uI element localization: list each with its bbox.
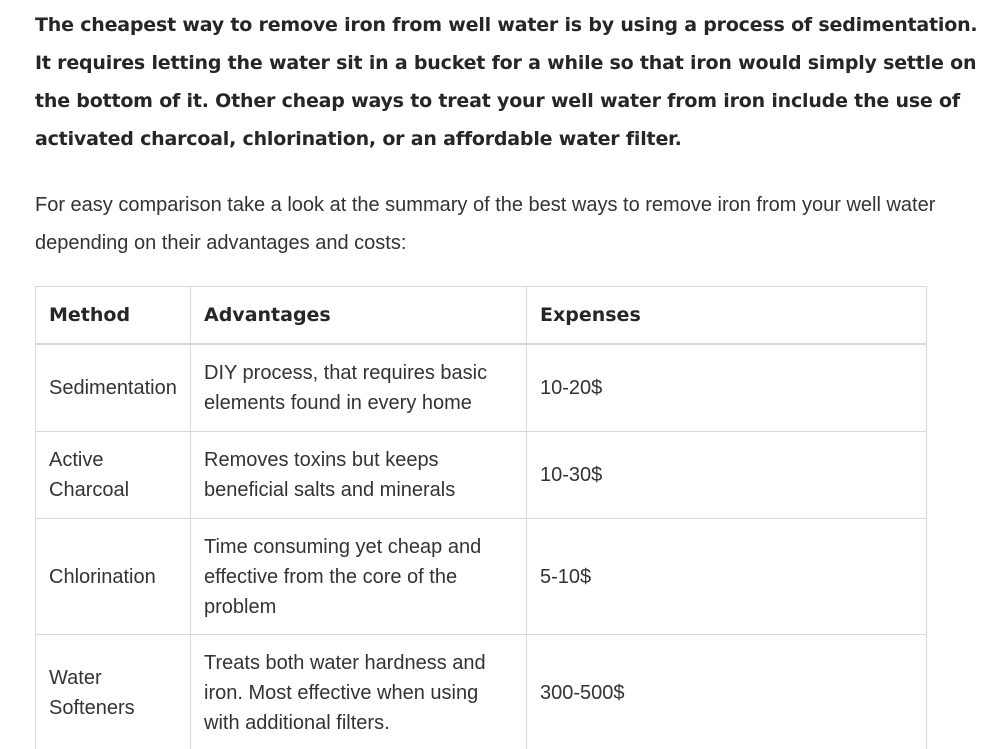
- advantages-cell: Treats both water hardness and iron. Most effective when using with additional filters.: [191, 635, 527, 749]
- table-header-row: [36, 287, 927, 345]
- lead-paragraph: The cheapest way to remove iron from well water is by using a process of sedimentation. It requires letting the water sit in a bucket for a while so that iron would simply settle on the bottom of it. Other cheap ways to treat your well water from iron include the use of activated charcoal, chlorination, or an affordable water filter.: [35, 14, 978, 150]
- expenses-cell: 5-10$: [527, 519, 927, 635]
- table-row: [36, 635, 927, 749]
- advantages-cell: Time consuming yet cheap and effective from the core of the problem: [191, 519, 527, 635]
- expenses-cell: 300-500$: [527, 635, 927, 749]
- method-cell: Chlorination: [36, 519, 191, 635]
- header-expenses: Expenses: [527, 287, 927, 345]
- article-content: [35, 6, 985, 734]
- table-row: [36, 344, 927, 432]
- table-row: [36, 519, 927, 635]
- expenses-cell: 10-20$: [527, 344, 927, 432]
- header-method: Method: [36, 287, 191, 345]
- advantages-cell: Removes toxins but keeps beneficial salts and minerals: [191, 432, 527, 519]
- header-advantages: Advantages: [191, 287, 527, 345]
- method-cell: Sedimentation: [36, 344, 191, 432]
- table-row: [36, 432, 927, 519]
- method-cell: Water Softeners: [36, 635, 191, 749]
- advantages-cell: DIY process, that requires basic elements found in every home: [191, 344, 527, 432]
- expenses-cell: 10-30$: [527, 432, 927, 519]
- intro-paragraph: For easy comparison take a look at the summary of the best ways to remove iron from your well water depending on their advantages and costs:: [35, 194, 936, 254]
- method-cell: Active Charcoal: [36, 432, 191, 519]
- comparison-table: [35, 286, 927, 749]
